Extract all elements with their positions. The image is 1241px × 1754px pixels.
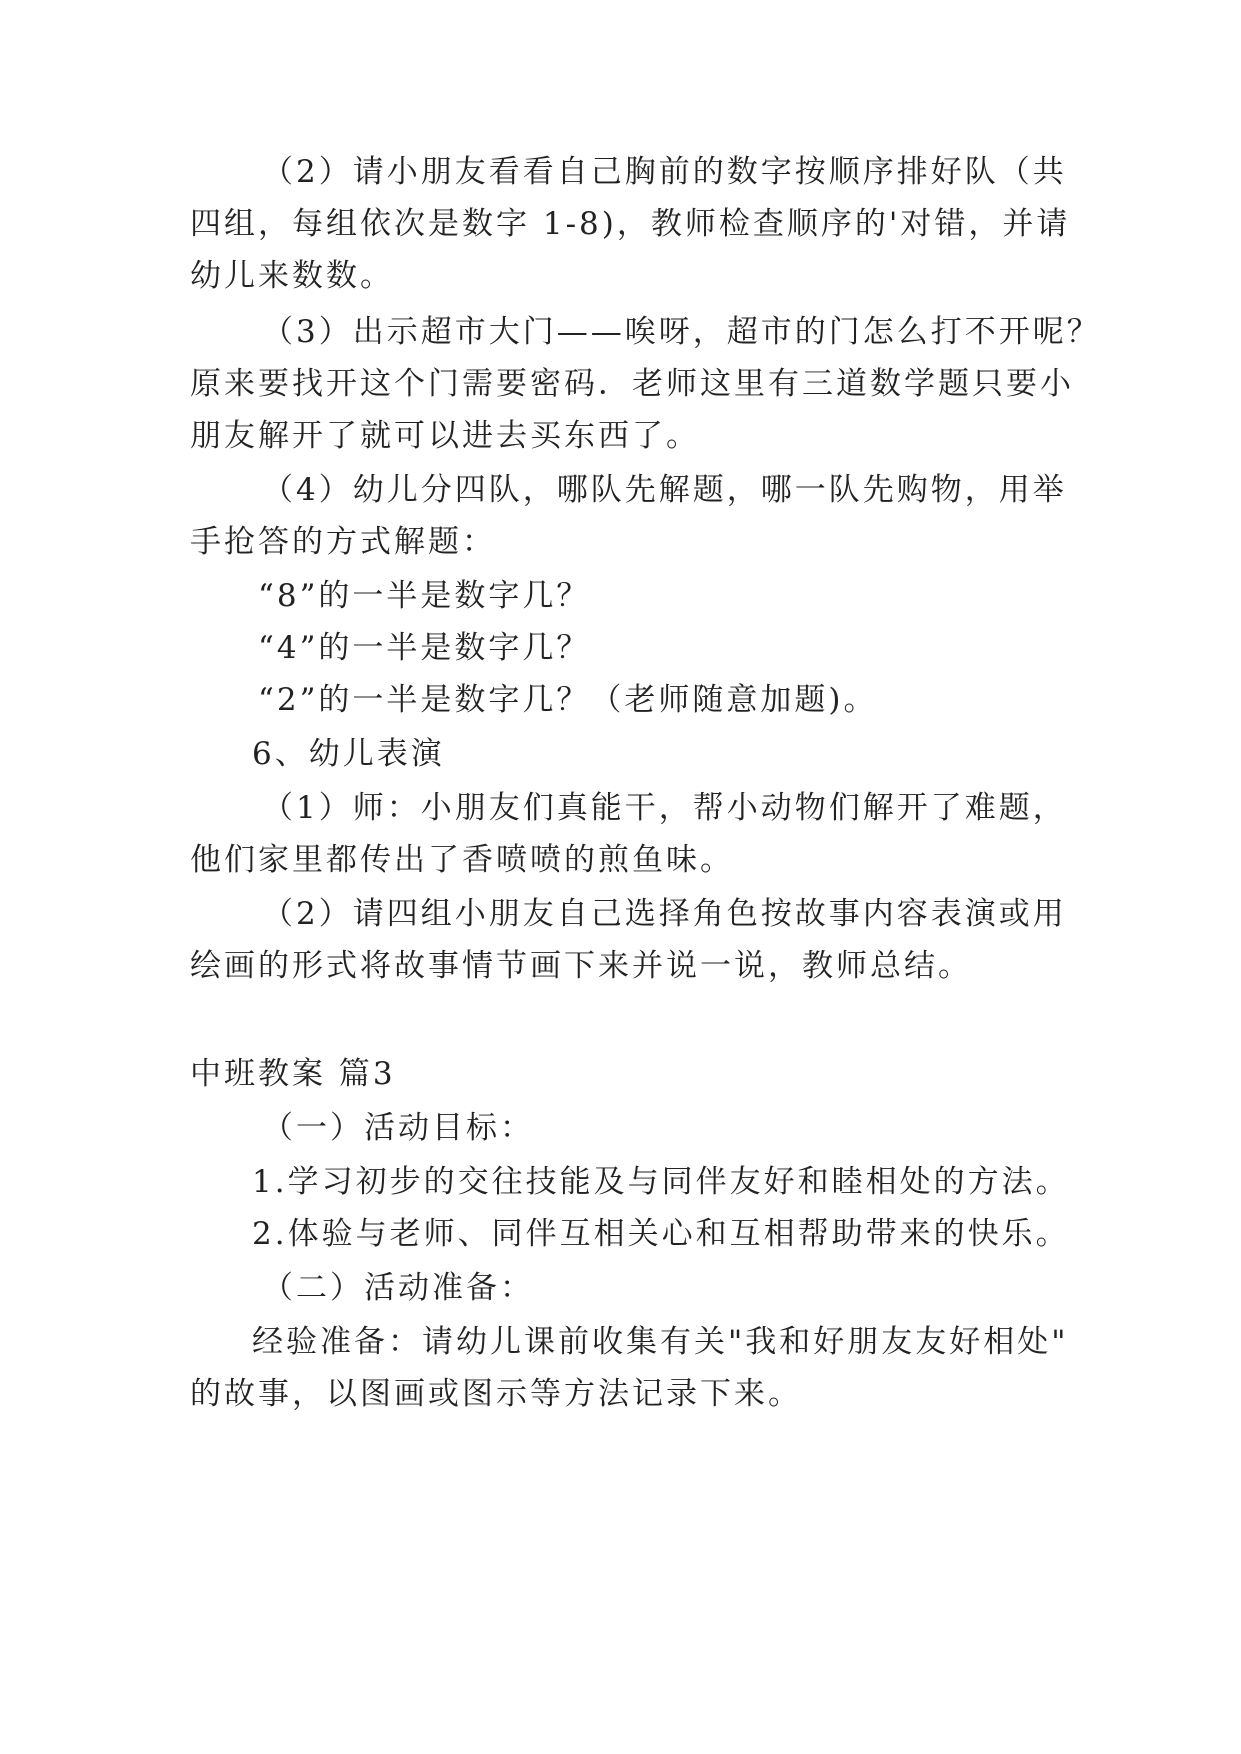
paragraph-line: “2”的一半是数字几？（老师随意加题)。 bbox=[258, 682, 878, 718]
paragraph-line: （2）请四组小朋友自己选择角色按故事内容表演或用 bbox=[262, 896, 1067, 932]
paragraph-line: 手抢答的方式解题： bbox=[190, 524, 496, 560]
paragraph-line: 幼儿来数数。 bbox=[190, 258, 394, 294]
paragraph-line: （4）幼儿分四队，哪队先解题，哪一队先购物，用举 bbox=[262, 472, 1067, 508]
paragraph-line: 四组，每组依次是数字 1-8)，教师检查顺序的'对错，并请 bbox=[190, 206, 1071, 242]
paragraph-line: 1.学习初步的交往技能及与同伴友好和睦相处的方法。 bbox=[252, 1164, 1070, 1200]
paragraph-line: 的故事，以图画或图示等方法记录下来。 bbox=[190, 1376, 802, 1412]
paragraph-line: 绘画的形式将故事情节画下来并说一说，教师总结。 bbox=[190, 948, 972, 984]
section-heading: 中班教案 篇3 bbox=[190, 1056, 396, 1092]
paragraph-line: 原来要找开这个门需要密码．老师这里有三道数学题只要小 bbox=[190, 366, 1074, 402]
paragraph-line: （一）活动目标： bbox=[262, 1110, 534, 1146]
paragraph-line: （二）活动准备： bbox=[262, 1270, 534, 1306]
paragraph-line: （2）请小朋友看看自己胸前的数字按顺序排好队（共 bbox=[262, 154, 1067, 190]
paragraph-line: 他们家里都传出了香喷喷的煎鱼味。 bbox=[190, 842, 734, 878]
paragraph-line: 6、幼儿表演 bbox=[252, 736, 445, 772]
paragraph-line: （1）师：小朋友们真能干，帮小动物们解开了难题， bbox=[262, 790, 1067, 826]
paragraph-line: “4”的一半是数字几？ bbox=[258, 630, 591, 666]
paragraph-line: 2.体验与老师、同伴互相关心和互相帮助带来的快乐。 bbox=[252, 1216, 1070, 1252]
paragraph-line: “8”的一半是数字几？ bbox=[258, 578, 591, 614]
paragraph-line: （3）出示超市大门——唉呀，超市的门怎么打不开呢？ bbox=[262, 314, 1101, 350]
paragraph-line: 经验准备：请幼儿课前收集有关"我和好朋友友好相处" bbox=[252, 1324, 1069, 1360]
paragraph-line: 朋友解开了就可以进去买东西了。 bbox=[190, 418, 700, 454]
